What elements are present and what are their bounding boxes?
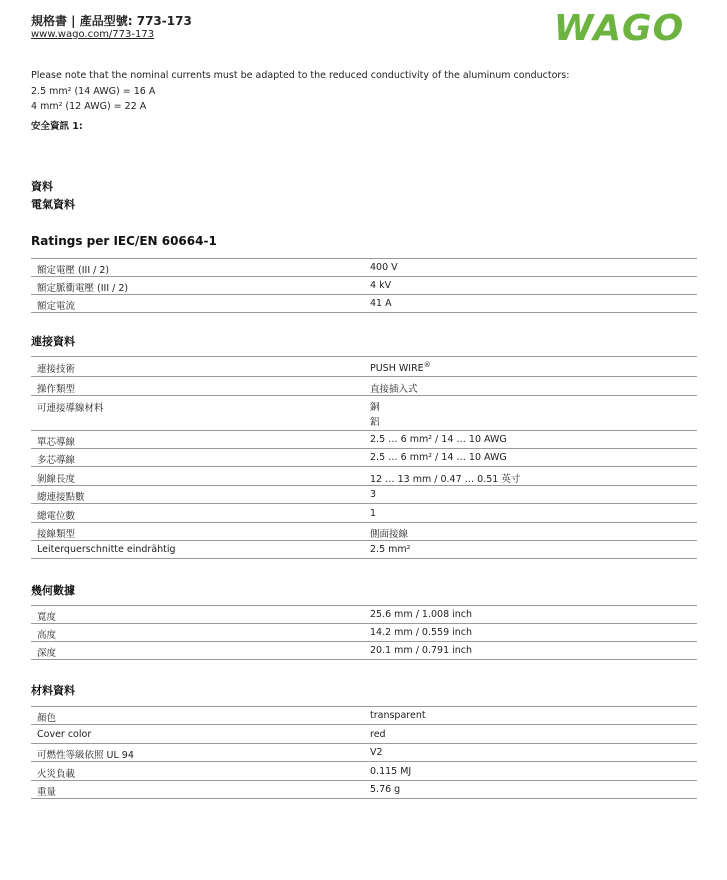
row-value: 3 [370,486,697,504]
row-label: 可燃性等級依照 UL 94 [31,744,370,762]
table-row [31,277,697,295]
table-row [31,624,697,642]
row-label: 額定電流 [31,295,370,313]
row-value: 14.2 mm / 0.559 inch [370,624,697,642]
row-label: 單芯導線 [31,431,370,449]
row-label: 接線類型 [31,523,370,541]
page-title: 規格書 | 產品型號: 773-173 [31,14,192,28]
table-row [31,486,697,504]
note-line-12awg: 4 mm² (12 AWG) = 22 A [31,101,147,112]
row-label: 高度 [31,624,370,642]
row-label: 深度 [31,642,370,660]
ratings-table [31,258,697,313]
table-row [31,259,697,277]
row-value: 直接插入式 [370,377,697,396]
row-label: 火災負載 [31,762,370,781]
table-row [31,449,697,467]
row-label: 操作類型 [31,377,370,396]
row-label: 多芯導線 [31,449,370,467]
row-label: Leiterquerschnitte eindrähtig [31,541,370,559]
row-value: 0.115 MJ [370,762,697,781]
geometry-heading: 幾何數據 [31,584,75,597]
row-label: 連接技術 [31,357,370,377]
material-heading: 材料資料 [31,684,75,697]
table-row [31,725,697,744]
data-heading: 資料 [31,180,53,193]
row-label: 重量 [31,781,370,799]
table-row [31,781,697,799]
table-row [31,606,697,624]
row-value [370,396,697,431]
connection-table [31,356,697,559]
table-row [31,744,697,762]
table-row [31,707,697,725]
table-row [31,377,697,396]
table-row [31,504,697,523]
row-label: 總電位數 [31,504,370,523]
row-value: 4 kV [370,277,697,295]
connection-heading: 連接資料 [31,335,75,348]
row-value: 2.5 mm² [370,541,697,559]
wago-logo-text: WAGO [553,10,685,44]
table-row [31,396,697,431]
registered-mark: ® [423,361,431,369]
row-value: 5.76 g [370,781,697,799]
row-value: 2.5 … 6 mm² / 14 … 10 AWG [370,449,697,467]
row-value: V2 [370,744,697,762]
electrical-data-heading: 電氣資料 [31,198,75,211]
aluminum-note: Please note that the nominal currents must be adapted to the reduced conductivity of the aluminum conductors: [31,70,570,81]
table-row [31,295,697,313]
geometry-table [31,605,697,660]
safety-info-label: 安全資訊 1: [31,121,83,132]
row-value: 2.5 … 6 mm² / 14 … 10 AWG [370,431,697,449]
row-value: transparent [370,707,697,725]
wago-logo [543,10,695,44]
table-row [31,541,697,559]
table-row [31,762,697,781]
row-label: 剝線長度 [31,467,370,486]
row-value: red [370,725,697,744]
ratings-heading: Ratings per IEC/EN 60664-1 [31,234,217,248]
material-table [31,706,697,799]
table-row [31,523,697,541]
row-value: 41 A [370,295,697,313]
row-value: 12 … 13 mm / 0.47 … 0.51 英寸 [370,467,697,486]
row-value: 側面接線 [370,523,697,541]
product-link[interactable]: www.wago.com/773-173 [31,29,155,40]
push-wire-value: PUSH WIRE [370,363,424,375]
material-aluminum: 鋁 [370,417,380,428]
row-value: 25.6 mm / 1.008 inch [370,606,697,624]
table-row [31,357,697,377]
row-value: 400 V [370,259,697,277]
row-value: 20.1 mm / 0.791 inch [370,642,697,660]
table-row [31,642,697,660]
row-label: 總連接點數 [31,486,370,504]
table-row [31,431,697,449]
material-copper: 銅 [370,402,380,413]
row-label: 寬度 [31,606,370,624]
table-row [31,467,697,486]
row-label: Cover color [31,725,370,744]
row-value [370,357,697,377]
note-line-14awg: 2.5 mm² (14 AWG) = 16 A [31,86,156,97]
row-label: 額定電壓 (III / 2) [31,259,370,277]
row-label: 額定脈衝電壓 (III / 2) [31,277,370,295]
row-label: 可連接導線材料 [31,396,370,431]
row-label: 顏色 [31,707,370,725]
row-value: 1 [370,504,697,523]
